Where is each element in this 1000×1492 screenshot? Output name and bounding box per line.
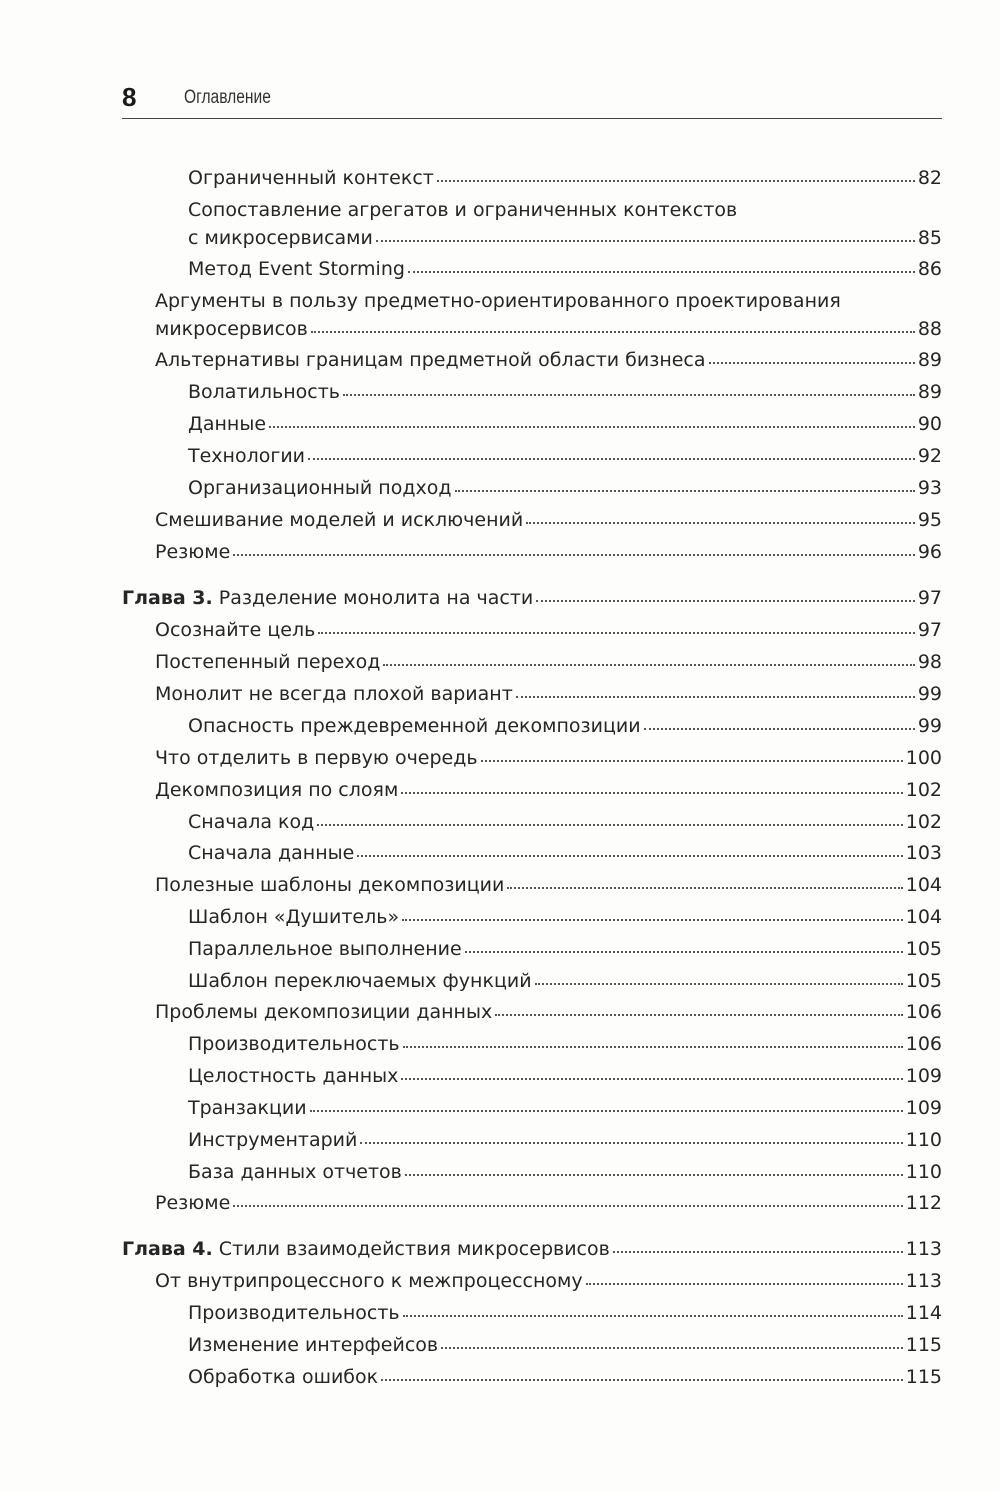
running-title: Оглавление [184,87,271,108]
dot-leader [308,454,915,460]
dot-leader [441,1343,903,1349]
dot-leader [644,724,915,730]
toc-entry-title: Производительность [188,1033,400,1055]
toc-entry-page: 110 [905,1161,942,1183]
chapter-title: Стили взаимодействия микросервисов [218,1238,610,1260]
toc-entry-title: Целостность данных [188,1065,399,1087]
toc-entry-page: 97 [917,619,942,641]
toc-entry-page: 95 [917,509,942,531]
dot-leader [535,979,903,985]
toc-entry[interactable] [155,539,942,565]
dot-leader [310,1106,903,1112]
toc-entry[interactable] [155,999,942,1025]
toc-entry-page: 106 [905,1033,942,1055]
toc-entry-page: 109 [905,1097,942,1119]
toc-entry-title-line1: Сопоставление агрегатов и ограниченных контекстов [188,199,738,221]
toc-chapter-entry[interactable] [122,1236,942,1262]
toc-entry[interactable] [155,316,942,342]
toc-entry[interactable] [188,165,942,191]
dot-leader [403,1311,903,1317]
chapter-title: Разделение монолита на части [218,587,534,609]
toc-entry[interactable] [188,809,942,835]
dot-leader [401,788,902,794]
toc-entry-page: 114 [905,1302,942,1324]
toc-entry-page: 99 [917,715,942,737]
toc-entry-page: 90 [917,413,942,435]
dot-leader [536,596,915,602]
toc-entry-title: Резюме [155,541,231,563]
dot-leader [526,518,915,524]
toc-entry-title: Декомпозиция по слоям [155,779,399,801]
toc-entry-title: Опасность преждевременной декомпозиции [188,715,641,737]
toc-entry-title: с микросервисами [188,227,373,249]
toc-entry-title [122,1236,610,1262]
dot-leader [709,358,915,364]
toc-entry-page: 115 [905,1334,942,1356]
toc-entry-title: Смешивание моделей и исключений [155,509,524,531]
toc-entry[interactable] [188,443,942,469]
dot-leader [383,660,914,666]
toc-entry[interactable] [188,411,942,437]
toc-entry-page: 104 [905,906,942,928]
toc-entry-title: микросервисов [155,318,308,340]
dot-leader [408,267,915,273]
toc-entry[interactable] [188,904,942,930]
toc-entry-page: 104 [905,874,942,896]
toc-entry-page: 85 [917,227,942,249]
toc-entry-title: Волатильность [188,381,340,403]
toc-entry-page: 110 [905,1129,942,1151]
toc-entry-page: 105 [905,938,942,960]
dot-leader [403,1042,903,1048]
toc-entry[interactable] [188,475,942,501]
toc-entry[interactable] [155,745,942,771]
toc-entry-page: 115 [905,1366,942,1388]
dot-leader [318,628,915,634]
toc-entry-title: Данные [188,413,267,435]
toc-entry[interactable] [188,225,942,251]
toc-entry-title: Шаблон «Душитель» [188,906,400,928]
toc-entry[interactable] [188,1031,942,1057]
toc-entry-page: 113 [905,1270,942,1292]
toc-entry-title: Шаблон переключаемых функций [188,970,532,992]
toc-entry-title: Транзакции [188,1097,307,1119]
toc-entry[interactable] [155,617,942,643]
toc-entry[interactable] [188,379,942,405]
toc-entry[interactable] [188,1095,942,1121]
toc-entry-page: 96 [917,541,942,563]
toc-entry-page: 102 [905,779,942,801]
toc-entry-title: Резюме [155,1192,231,1214]
toc-entry-title: Организационный подход [188,477,452,499]
dot-leader [357,851,902,857]
toc-entry[interactable] [188,968,942,994]
dot-leader [360,1138,902,1144]
toc-entry-page: 97 [917,587,942,609]
toc-entry-title: База данных отчетов [188,1161,402,1183]
toc-entry[interactable] [188,713,942,739]
toc-entry-page: 82 [917,167,942,189]
toc-chapter-entry[interactable] [122,585,942,611]
toc-entry-page: 99 [917,683,942,705]
toc-entry-page: 112 [905,1192,942,1214]
toc-entry-title: От внутрипроцессного к межпроцессному [155,1270,583,1292]
dot-leader [586,1279,903,1285]
toc-entry-page: 86 [917,258,942,280]
toc-entry[interactable] [188,1364,942,1390]
toc-entry-page: 103 [905,842,942,864]
toc-entry-title: Сначала код [188,811,315,833]
toc-entry[interactable] [155,1190,942,1216]
toc-entry[interactable] [188,1300,942,1326]
toc-entry[interactable] [188,256,942,282]
toc-entry[interactable] [188,936,942,962]
toc-entry-page: 98 [917,651,942,673]
toc-entry-title: Полезные шаблоны декомпозиции [155,874,505,896]
dot-leader [495,1010,903,1016]
dot-leader [343,390,915,396]
toc-entry-page: 113 [905,1238,942,1260]
chapter-label: Глава 3. [122,587,213,609]
toc-entry-page: 92 [917,445,942,467]
toc-entry[interactable] [155,649,942,675]
toc-entry-page: 102 [905,811,942,833]
toc-entry-title: Постепенный переход [155,651,381,673]
dot-leader [516,692,915,698]
toc-entry-title: Параллельное выполнение [188,938,462,960]
dot-leader [376,236,915,242]
dot-leader [405,1170,903,1176]
dot-leader [455,486,915,492]
dot-leader [437,176,915,182]
dot-leader [381,1375,903,1381]
toc-entry-title: Сначала данные [188,842,355,864]
dot-leader [402,915,903,921]
toc-entry[interactable] [188,1159,942,1185]
toc-entry-title: Монолит не всегда плохой вариант [155,683,513,705]
toc-entry[interactable] [155,347,942,373]
chapter-label: Глава 4. [122,1238,213,1260]
toc-entry-title-line1: Аргументы в пользу предметно-ориентированного проектирования [155,290,841,312]
toc-entry[interactable] [188,1063,942,1089]
toc-entry-title: Изменение интерфейсов [188,1334,439,1356]
toc-entry[interactable] [188,840,942,866]
toc-entry-page: 89 [917,381,942,403]
toc-entry[interactable] [155,681,942,707]
dot-leader [317,820,902,826]
toc-entry[interactable] [155,872,942,898]
dot-leader [401,1074,902,1080]
dot-leader [311,327,915,333]
toc-entry-title [122,585,533,611]
toc-entry-title: Производительность [188,1302,400,1324]
toc-entry[interactable] [155,507,942,533]
toc-entry[interactable] [188,1332,942,1358]
toc-entry-page: 109 [905,1065,942,1087]
toc-entry-title: Альтернативы границам предметной области бизнеса [155,349,706,371]
dot-leader [481,756,903,762]
dot-leader [613,1247,903,1253]
toc-entry-title: Проблемы декомпозиции данных [155,1001,493,1023]
toc-entry-title: Ограниченный контекст [188,167,434,189]
toc-entry[interactable] [155,1268,942,1294]
dot-leader [233,1201,902,1207]
toc-entry[interactable] [188,1127,942,1153]
page-number: 8 [122,82,137,112]
dot-leader [269,422,915,428]
toc-entry-page: 93 [917,477,942,499]
toc-entry-page: 89 [917,349,942,371]
toc-entry-title: Обработка ошибок [188,1366,379,1388]
toc-entry-title: Технологии [188,445,306,467]
toc-entry-page: 105 [905,970,942,992]
toc-entry-page: 100 [905,747,942,769]
toc-entry-title: Осознайте цель [155,619,316,641]
toc-entry-page: 88 [917,318,942,340]
toc-entry[interactable] [155,777,942,803]
dot-leader [465,947,903,953]
dot-leader [233,550,915,556]
toc-entry-title: Что отделить в первую очередь [155,747,478,769]
toc-entry-page: 106 [905,1001,942,1023]
toc-entry-title: Метод Event Storming [188,258,405,280]
toc-entry-title: Инструментарий [188,1129,358,1151]
dot-leader [507,883,902,889]
